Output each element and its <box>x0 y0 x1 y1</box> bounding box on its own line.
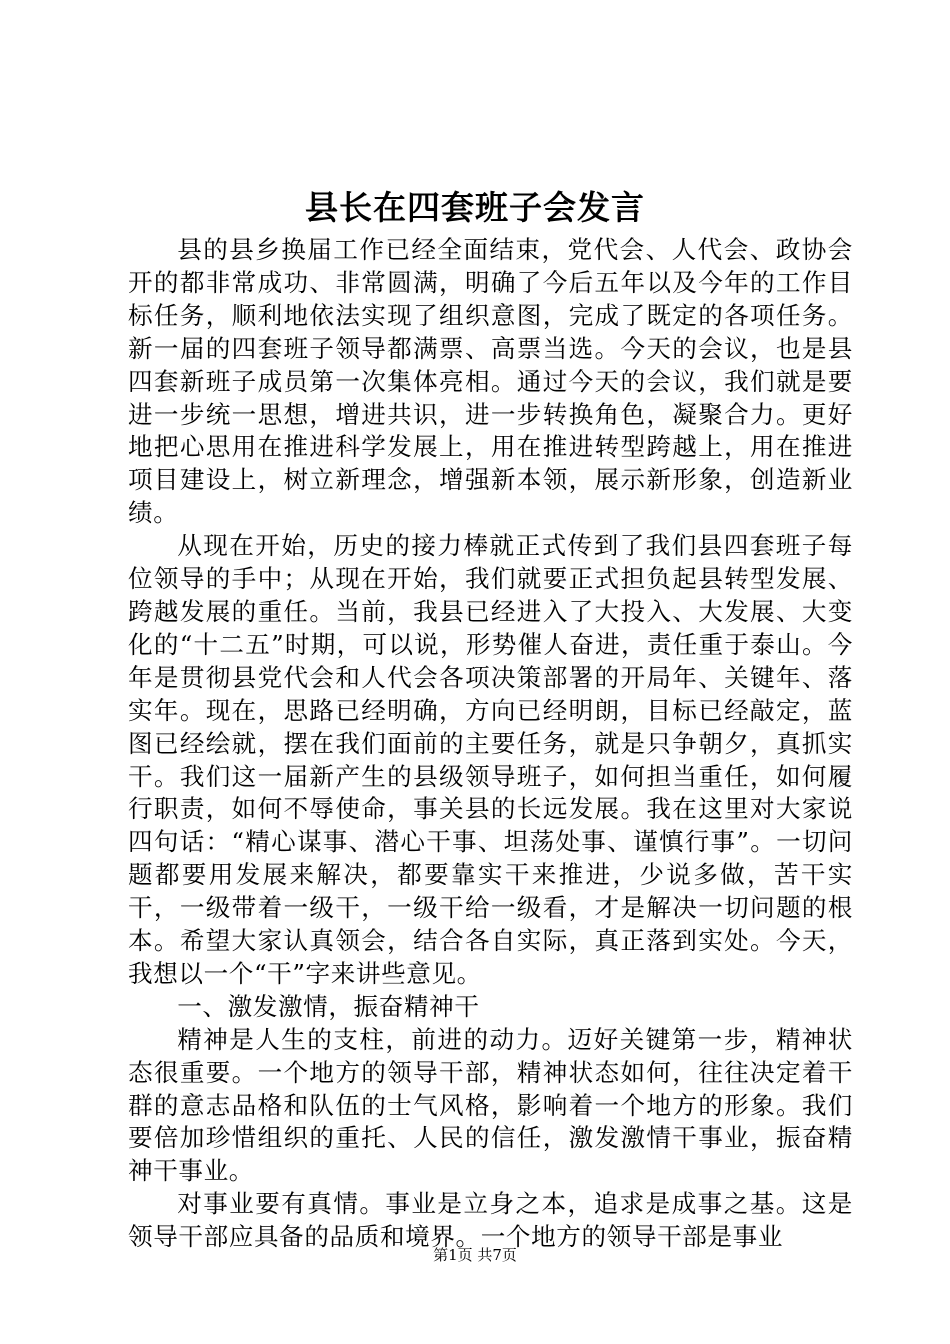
page-number: 第1页 共7页 <box>433 1246 517 1264</box>
paragraph: 县的县乡换届工作已经全面结束，党代会、人代会、政协会开的都非常成功、非常圆满，明确了今后五年以及今年的工作目标任务，顺利地依法实现了组织意图，完成了既定的各项任务。新一届的四套班子领导都满票、高票当选。今天的会议，也是县四套新班子成员第一次集体亮相。通过今天的会议，我们就是要进一步统一思想，增进共识，进一步转换角色，凝聚合力。更好地把心思用在推进科学发展上，用在推进转型跨越上，用在推进项目建设上，树立新理念，增强新本领，展示新形象，创造新业绩。 <box>128 235 853 528</box>
document-body <box>128 234 853 1254</box>
page-footer <box>0 1245 950 1265</box>
paragraph: 从现在开始，历史的接力棒就正式传到了我们县四套班子每位领导的手中；从现在开始，我们就要正式担负起县转型发展、跨越发展的重任。当前，我县已经进入了大投入、大发展、大变化的“十二五”时期，可以说，形势催人奋进，责任重于泰山。今年是贯彻县党代会和人代会各项决策部署的开局年、关键年、落实年。现在，思路已经明确，方向已经明朗，目标已经敲定，蓝图已经绘就，摆在我们面前的主要任务，就是只争朝夕，真抓实干。我们这一届新产生的县级领导班子，如何担当重任，如何履行职责，如何不辱使命，事关县的长远发展。我在这里对大家说四句话：“精心谋事、潜心干事、坦荡处事、谨慎行事”。一切问题都要用发展来解决，都要靠实干来推进，少说多做，苦干实干，一级带着一级干，一级干给一级看，才是解决一切问题的根本。希望大家认真领会，结合各自实际，真正落到实处。今天，我想以一个“干”字来讲些意见。 <box>128 531 853 988</box>
paragraph: 对事业要有真情。事业是立身之本，追求是成事之基。这是领导干部应具备的品质和境界。一个地方的领导干部是事业 <box>128 1189 853 1252</box>
paragraph: 精神是人生的支柱，前进的动力。迈好关键第一步，精神状态很重要。一个地方的领导干部，精神状态如何，往往决定着干群的意志品格和队伍的士气风格，影响着一个地方的形象。我们要倍加珍惜组织的重托、人民的信任，激发激情干事业，振奋精神干事业。 <box>128 1024 853 1186</box>
document-title: 县长在四套班子会发言 <box>305 188 645 227</box>
section-heading: 一、激发激情，振奋精神干 <box>177 991 480 1021</box>
